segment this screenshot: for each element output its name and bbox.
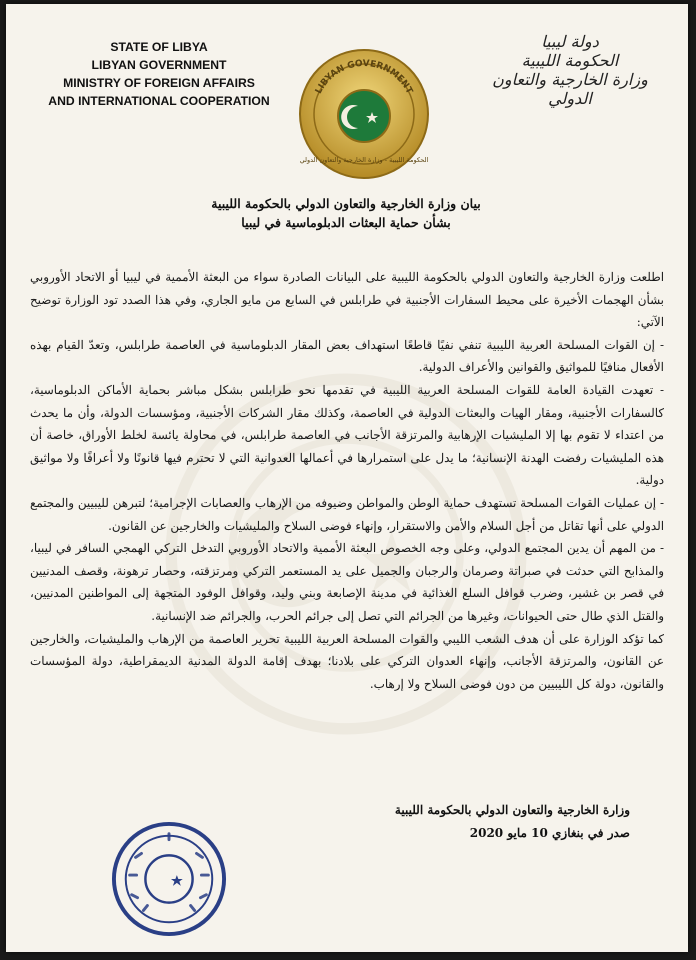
body-paragraph: - إن عمليات القوات المسلحة تستهدف حماية الوطن والمواطن وضيوفه من الإرهاب والعصابات الإجرامية؛ لتبرهن لليبيين والمجتمع الدولي على أنها تقاتل من أجل السلام والأمن والاستقرار، وإنهاء فوضى السلاح والمليشيات والخارجين عن القانون. [30, 495, 664, 533]
body-paragraph: - إن القوات المسلحة العربية الليبية تنفي نفيًا قاطعًا استهداف بعض المقار الدبلوماسية في العاصمة طرابلس، وتعدّ القيام بهذه الأفعال منافيًا للمواثيق والقوانين والأعراف الدولية. [30, 337, 664, 375]
ministry-stamp-icon [110, 820, 228, 938]
header-arabic-line: الحكومة الليبية [521, 51, 619, 70]
title-line: بشأن حماية البعثات الدبلوماسية في ليبيا [241, 215, 451, 230]
signature-block [306, 799, 630, 845]
header-english-line: LIBYAN GOVERNMENT [91, 58, 227, 72]
header-english-line: AND INTERNATIONAL COOPERATION [48, 94, 270, 108]
statement-body [30, 266, 664, 821]
statement-title [66, 194, 626, 232]
signature-ministry: وزارة الخارجية والتعاون الدولي بالحكومة الليبية [394, 803, 630, 817]
body-paragraph: اطلعت وزارة الخارجية والتعاون الدولي بالحكومة الليبية على البيانات الصادرة سواء من البعثة الأممية في ليبيا أو الاتحاد الأوروبي بشأن الهجمات الأخيرة على محيط السفارات الأجنبية في طرابلس في السابع من مايو الجاري، وفي هذا الصدد تود الوزارة توضيح الآتي: [30, 270, 664, 330]
header-arabic-line: وزارة الخارجية والتعاون الدولي [492, 70, 648, 108]
body-paragraph: - تعهدت القيادة العامة للقوات المسلحة العربية الليبية في تقدمها نحو طرابلس بشكل مباشر بحماية الأماكن الدبلوماسية، كالسفارات الأجنبية، ومقار الهيات والبعثات الدولية في العاصمة، وكذلك مقار الشركات الأجنبية، ومؤسسات الدولة، وأن ما يحدث من اعتداء لا تقوم بها إلا المليشيات الإرهابية والمرتزقة الأجانب في العاصمة طرابلس، في محاولة يائسة لخلط الأوراق، خاصة أن هذه المليشيات رفضت الهدنة الإنسانية؛ ما يدل على استمرارها في أعمالها العدوانية التي لا تحترم فيها قانونًا ولا أعرافًا ولا مواثيق دولية. [30, 382, 664, 488]
header-english [44, 38, 274, 110]
header-english-line: STATE OF LIBYA [110, 40, 208, 54]
document-page [6, 4, 688, 952]
seal-arabic-text: الحكومة الليبية - وزارة الخارجية والتعاون الدولي [299, 156, 429, 164]
header-english-line: MINISTRY OF FOREIGN AFFAIRS [63, 76, 255, 90]
header-arabic [480, 32, 660, 108]
header-arabic-line: دولة ليبيا [541, 32, 599, 51]
government-seal-icon [294, 44, 434, 184]
seal-top-text: LIBYAN GOVERNMENT [313, 58, 415, 96]
issue-date: صدر في بنغازي 10 مايو 2020 [469, 826, 630, 840]
body-paragraph: - من المهم أن يدين المجتمع الدولي، وعلى وجه الخصوص البعثة الأممية والاتحاد الأوروبي التدخل التركي الهمجي السافر في ليبيا، والمذابح التي حدثت في صبراتة وصرمان والرجبان والجميل على يد المستعمر التركي ومرتزقته، وحصار ترهونة، وقصف المدنيين في قصر بن غشير، وضرب قوافل السلع الغذائية في مدينة الإصابعة وبني وليد، وقوافل الوفود المتجهة إلى المواطنين المدنيين، والقتل الذي طال حتى الحيوانات، وغيرها من الجرائم التي تصل إلى جرائم الحرب، والجرائم ضد الإنسانية. [30, 541, 664, 623]
title-line: بيان وزارة الخارجية والتعاون الدولي بالحكومة الليبية [211, 196, 481, 211]
body-paragraph: كما تؤكد الوزارة على أن هدف الشعب الليبي والقوات المسلحة العربية الليبية تحرير العاصمة من الإرهاب والمليشيات، والخارجين عن القانون، والمرتزقة الأجانب، وإنهاء العدوان التركي على بلادنا؛ بهدف إقامة الدولة المدنية الديمقراطية، دولة المؤسسات والقانون، دولة كل الليبيين من دون فوضى السلاح ولا إرهاب. [30, 631, 664, 691]
